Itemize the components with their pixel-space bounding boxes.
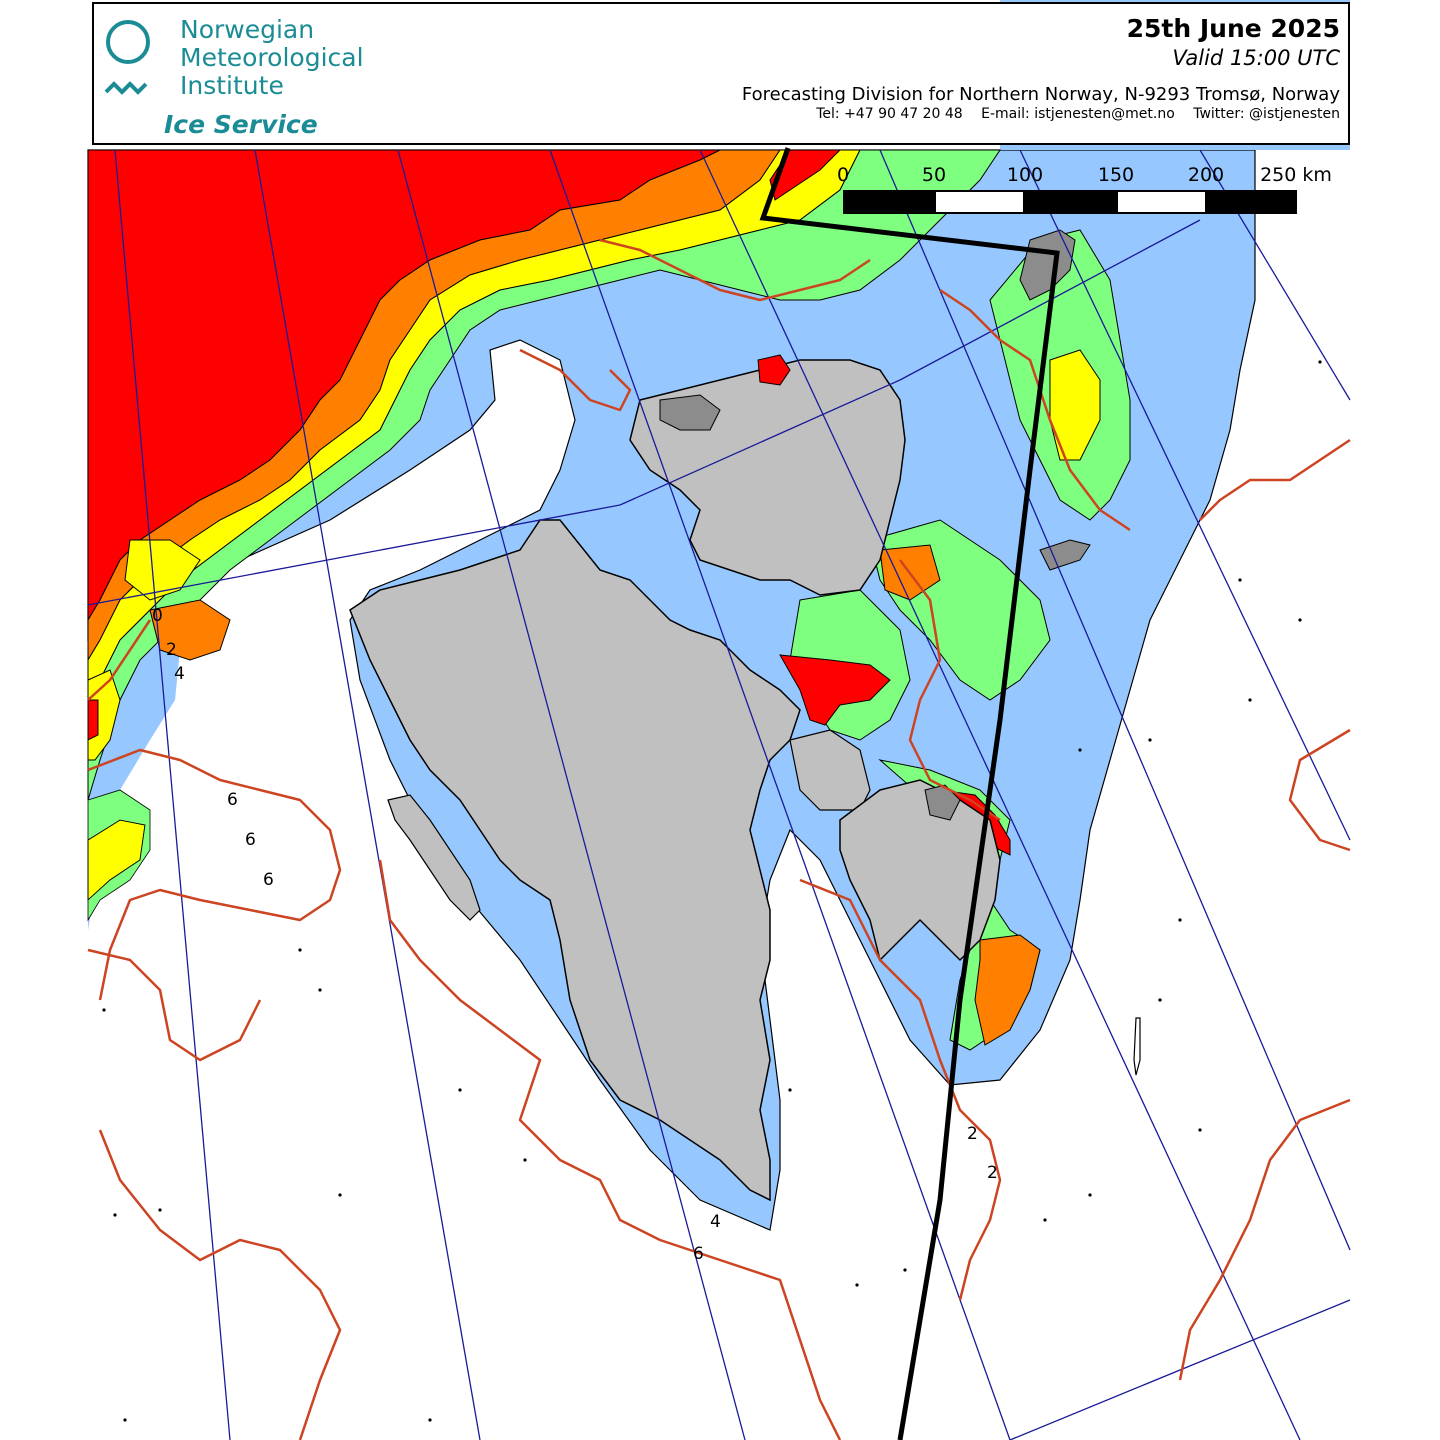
scale-tick-0: 0	[836, 164, 850, 186]
contour-label: 2	[166, 640, 177, 660]
org-line-3: Institute	[180, 71, 284, 100]
contour-label: 6	[693, 1244, 704, 1264]
contour-label: 6	[245, 830, 256, 850]
contour-label: 4	[710, 1212, 721, 1232]
scale-seg-5	[1207, 190, 1297, 214]
scale-tick-150: 150	[1097, 164, 1135, 186]
contact-twitter: Twitter: @istjenesten	[1193, 106, 1340, 122]
scale-seg-1	[843, 190, 934, 214]
scale-bar	[843, 190, 1297, 214]
very-close-drift-ice-west	[88, 700, 98, 740]
scale-tick-100: 100	[1006, 164, 1044, 186]
scale-tick-50: 50	[921, 164, 947, 186]
org-line-1: Norwegian	[180, 15, 315, 44]
met-logo-circle-icon	[106, 20, 150, 64]
service-name: Ice Service	[164, 110, 318, 139]
chart-date: 25th June 2025	[1126, 14, 1340, 43]
org-line-2: Meteorological	[180, 43, 364, 72]
contact-email: E-mail: istjenesten@met.no	[981, 106, 1175, 122]
contour-label: 6	[263, 870, 274, 890]
contour-label: 4	[174, 664, 185, 684]
scale-tick-200: 200	[1187, 164, 1225, 186]
contour-label: 2	[987, 1163, 998, 1183]
contact-info	[802, 106, 1340, 122]
valid-time: Valid 15:00 UTC	[1172, 46, 1340, 70]
scale-tick-250: 250 km	[1260, 164, 1332, 186]
contour-label: 2	[967, 1124, 978, 1144]
scale-seg-4	[1116, 190, 1207, 214]
scale-seg-3	[1025, 190, 1116, 214]
chart-header	[92, 2, 1350, 145]
division-address: Forecasting Division for Northern Norway, N-9293 Tromsø, Norway	[741, 84, 1340, 105]
scale-seg-2	[934, 190, 1025, 214]
contour-label: 0	[152, 606, 163, 626]
contour-label: 6	[227, 790, 238, 810]
organization-name	[180, 16, 364, 100]
contact-tel: Tel: +47 90 47 20 48	[816, 106, 963, 122]
met-logo-wave-icon	[104, 78, 154, 98]
